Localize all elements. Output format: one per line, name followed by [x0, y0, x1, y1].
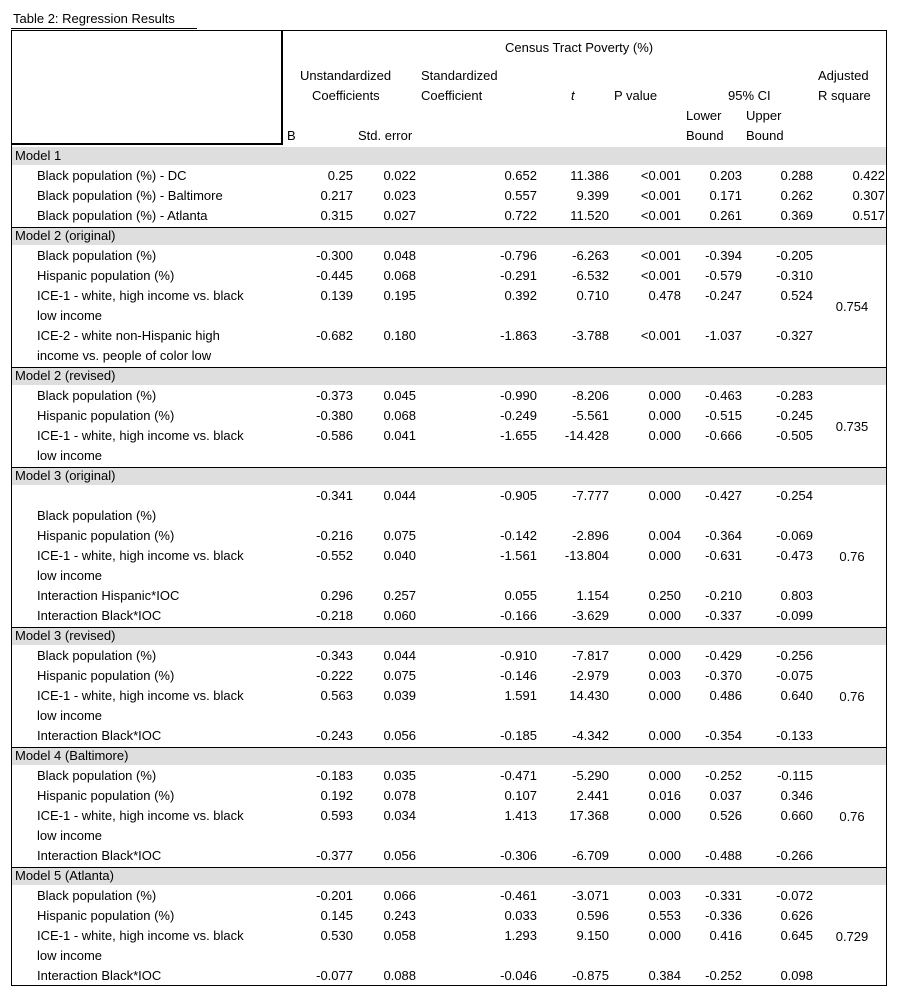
b-cell: 0.139 [320, 288, 353, 303]
b-cell: 0.25 [327, 168, 353, 183]
lower-cell: -0.427 [705, 488, 742, 503]
row-label: low income [37, 568, 103, 583]
p-cell: 0.000 [648, 548, 681, 563]
t-header: t [571, 88, 575, 103]
t-cell: -6.532 [572, 268, 609, 283]
r-square-cell: 0.517 [852, 208, 885, 223]
lower-cell: -0.631 [705, 548, 742, 563]
lower-cell: -0.429 [705, 648, 742, 663]
row-label: Interaction Hispanic*IOC [37, 588, 180, 603]
row-label: ICE-1 - white, high income vs. black [37, 428, 244, 443]
beta-cell: -0.185 [500, 728, 537, 743]
row-label: low income [37, 948, 103, 963]
t-cell: -2.979 [572, 668, 609, 683]
p-cell: 0.000 [648, 728, 681, 743]
upper-cell: 0.660 [780, 808, 813, 823]
upper-cell: 0.288 [780, 168, 813, 183]
upper-cell: 0.640 [780, 688, 813, 703]
se-cell: 0.060 [383, 608, 416, 623]
upper-cell: 0.803 [780, 588, 813, 603]
p-cell: <0.001 [640, 208, 681, 223]
r-square-cell: 0.307 [852, 188, 885, 203]
lower-header: Lower [686, 108, 722, 123]
b-cell: 0.315 [320, 208, 353, 223]
t-cell: -3.071 [572, 888, 609, 903]
p-cell: 0.000 [648, 768, 681, 783]
p-cell: <0.001 [640, 328, 681, 343]
b-cell: -0.222 [316, 668, 353, 683]
p-cell: 0.000 [648, 608, 681, 623]
upper-cell: -0.099 [776, 608, 813, 623]
se-cell: 0.040 [383, 548, 416, 563]
p-cell: 0.000 [648, 428, 681, 443]
se-cell: 0.023 [383, 188, 416, 203]
b-cell: -0.343 [316, 648, 353, 663]
lower-cell: 0.203 [709, 168, 742, 183]
p-cell: 0.000 [648, 688, 681, 703]
model-divider [12, 227, 886, 228]
se-cell: 0.058 [383, 928, 416, 943]
upper-cell: 0.369 [780, 208, 813, 223]
beta-cell: -0.046 [500, 968, 537, 983]
p-cell: 0.000 [648, 488, 681, 503]
model-band [12, 747, 886, 765]
p-cell: 0.000 [648, 848, 681, 863]
p-cell: 0.000 [648, 408, 681, 423]
row-label: Interaction Black*IOC [37, 848, 162, 863]
upper-cell: -0.473 [776, 548, 813, 563]
se-cell: 0.068 [383, 408, 416, 423]
model-band [12, 147, 886, 165]
beta-cell: 0.652 [504, 168, 537, 183]
t-cell: 0.710 [576, 288, 609, 303]
unstandardized-header: Unstandardized [300, 68, 392, 83]
se-cell: 0.039 [383, 688, 416, 703]
p-cell: 0.004 [648, 528, 681, 543]
b-cell: -0.373 [316, 388, 353, 403]
beta-cell: 0.392 [504, 288, 537, 303]
p-cell: 0.000 [648, 928, 681, 943]
b-cell: -0.077 [316, 968, 353, 983]
b-cell: -0.216 [316, 528, 353, 543]
row-label: Hispanic population (%) [37, 408, 175, 423]
b-header: B [287, 128, 296, 143]
row-label: low income [37, 308, 103, 323]
table-caption: Table 2: Regression Results [13, 11, 175, 26]
se-cell: 0.056 [383, 848, 416, 863]
lower-cell: -0.666 [705, 428, 742, 443]
upper-cell: 0.524 [780, 288, 813, 303]
b-cell: -0.552 [316, 548, 353, 563]
lower-cell: -0.337 [705, 608, 742, 623]
row-label: ICE-1 - white, high income vs. black [37, 928, 244, 943]
upper-cell: -0.115 [777, 768, 813, 783]
model-title: Model 3 (revised) [15, 628, 116, 643]
lower-cell: 0.037 [709, 788, 742, 803]
ci-header: 95% CI [728, 88, 771, 103]
lower-bound-header: Bound [686, 128, 724, 143]
se-cell: 0.075 [383, 668, 416, 683]
row-label: Hispanic population (%) [37, 528, 175, 543]
upper-cell: -0.266 [776, 848, 813, 863]
se-cell: 0.075 [383, 528, 416, 543]
model-title: Model 5 (Atlanta) [15, 868, 114, 883]
row-label: Interaction Black*IOC [37, 608, 162, 623]
t-cell: -6.709 [572, 848, 609, 863]
upper-cell: 0.262 [780, 188, 813, 203]
row-label: Interaction Black*IOC [37, 728, 162, 743]
p-cell: <0.001 [640, 168, 681, 183]
regression-table [11, 30, 887, 986]
standardized-header: Standardized [421, 68, 498, 83]
t-cell: -2.896 [572, 528, 609, 543]
beta-cell: -0.306 [500, 848, 537, 863]
model-r-square: 0.76 [839, 549, 865, 564]
p-cell: 0.478 [648, 288, 681, 303]
se-cell: 0.088 [383, 968, 416, 983]
b-cell: -0.300 [316, 248, 353, 263]
b-cell: -0.586 [316, 428, 353, 443]
beta-cell: -1.863 [500, 328, 537, 343]
p-cell: 0.384 [648, 968, 681, 983]
p-cell: 0.016 [648, 788, 681, 803]
p-cell: 0.250 [648, 588, 681, 603]
row-label: Black population (%) - DC [37, 168, 187, 183]
t-cell: 9.150 [576, 928, 609, 943]
p-cell: 0.003 [648, 668, 681, 683]
row-label: Black population (%) [37, 648, 157, 663]
beta-cell: -1.655 [500, 428, 537, 443]
se-cell: 0.078 [383, 788, 416, 803]
beta-cell: -0.146 [500, 668, 537, 683]
beta-cell: 0.557 [504, 188, 537, 203]
model-title: Model 2 (revised) [15, 368, 116, 383]
lower-cell: 0.171 [709, 188, 742, 203]
lower-cell: -0.252 [705, 968, 742, 983]
coefficients-header: Coefficients [312, 88, 380, 103]
b-cell: 0.563 [320, 688, 353, 703]
t-cell: -0.875 [572, 968, 609, 983]
p-cell: 0.000 [648, 388, 681, 403]
se-cell: 0.257 [383, 588, 416, 603]
lower-cell: -1.037 [705, 328, 742, 343]
se-cell: 0.056 [383, 728, 416, 743]
lower-cell: 0.486 [709, 688, 742, 703]
t-cell: -6.263 [572, 248, 609, 263]
beta-cell: -0.461 [500, 888, 537, 903]
std-error-header: Std. error [358, 128, 413, 143]
b-cell: -0.682 [316, 328, 353, 343]
model-band [12, 227, 886, 245]
upper-cell: -0.069 [776, 528, 813, 543]
row-label: ICE-1 - white, high income vs. black [37, 688, 244, 703]
upper-cell: -0.072 [776, 888, 813, 903]
row-label: low income [37, 448, 103, 463]
se-cell: 0.035 [383, 768, 416, 783]
upper-header: Upper [746, 108, 782, 123]
header-stub-box [11, 30, 283, 145]
t-cell: 1.154 [576, 588, 609, 603]
lower-cell: -0.394 [705, 248, 742, 263]
t-cell: -3.629 [572, 608, 609, 623]
row-label: Black population (%) - Baltimore [37, 188, 223, 203]
se-cell: 0.022 [383, 168, 416, 183]
lower-cell: -0.463 [705, 388, 742, 403]
b-cell: -0.380 [316, 408, 353, 423]
beta-cell: -1.561 [500, 548, 537, 563]
row-label: Black population (%) [37, 388, 157, 403]
beta-cell: 0.033 [504, 908, 537, 923]
beta-cell: 1.591 [504, 688, 537, 703]
lower-cell: -0.364 [705, 528, 742, 543]
row-label: Black population (%) - Atlanta [37, 208, 208, 223]
upper-cell: 0.098 [780, 968, 813, 983]
upper-cell: -0.254 [776, 488, 813, 503]
beta-cell: -0.910 [500, 648, 537, 663]
beta-cell: -0.471 [500, 768, 537, 783]
p-cell: <0.001 [640, 268, 681, 283]
caption-underline [11, 28, 197, 29]
row-label: ICE-1 - white, high income vs. black [37, 548, 244, 563]
model-r-square: 0.76 [839, 689, 865, 704]
model-title: Model 3 (original) [15, 468, 116, 483]
b-cell: 0.192 [320, 788, 353, 803]
row-label: income vs. people of color low [37, 348, 212, 363]
row-label: Interaction Black*IOC [37, 968, 162, 983]
model-r-square: 0.735 [835, 419, 869, 434]
row-label: Hispanic population (%) [37, 268, 175, 283]
coefficient-header: Coefficient [421, 88, 483, 103]
b-cell: -0.243 [316, 728, 353, 743]
model-divider [12, 867, 886, 868]
model-r-square: 0.754 [835, 299, 869, 314]
lower-cell: 0.526 [709, 808, 742, 823]
beta-cell: -0.166 [500, 608, 537, 623]
b-cell: -0.201 [316, 888, 353, 903]
b-cell: 0.145 [320, 908, 353, 923]
row-label: Black population (%) [37, 508, 157, 523]
t-cell: 17.368 [569, 808, 609, 823]
t-cell: -13.804 [564, 548, 609, 563]
se-cell: 0.243 [383, 908, 416, 923]
row-label: Hispanic population (%) [37, 908, 175, 923]
upper-cell: 0.626 [780, 908, 813, 923]
beta-cell: -0.249 [500, 408, 537, 423]
se-cell: 0.195 [383, 288, 416, 303]
t-cell: -5.561 [572, 408, 609, 423]
b-cell: -0.183 [316, 768, 353, 783]
model-title: Model 2 (original) [15, 228, 116, 243]
beta-cell: -0.905 [500, 488, 537, 503]
t-cell: 11.386 [570, 168, 609, 183]
upper-cell: -0.505 [776, 428, 813, 443]
t-cell: -4.342 [572, 728, 609, 743]
lower-cell: -0.247 [705, 288, 742, 303]
model-band [12, 867, 886, 885]
t-cell: -3.788 [572, 328, 609, 343]
lower-cell: -0.336 [705, 908, 742, 923]
row-label: low income [37, 708, 103, 723]
se-cell: 0.034 [383, 808, 416, 823]
p-cell: 0.000 [648, 808, 681, 823]
se-cell: 0.048 [383, 248, 416, 263]
t-cell: -7.777 [572, 488, 609, 503]
lower-cell: -0.579 [705, 268, 742, 283]
model-divider [12, 467, 886, 468]
lower-cell: -0.210 [705, 588, 742, 603]
upper-cell: -0.075 [776, 668, 813, 683]
se-cell: 0.044 [383, 488, 416, 503]
b-cell: 0.530 [320, 928, 353, 943]
row-label: ICE-1 - white, high income vs. black [37, 288, 244, 303]
beta-cell: 1.293 [504, 928, 537, 943]
r-square-header: R square [818, 88, 871, 103]
upper-cell: 0.645 [780, 928, 813, 943]
lower-cell: -0.354 [705, 728, 742, 743]
row-label: ICE-1 - white, high income vs. black [37, 808, 244, 823]
lower-cell: -0.331 [705, 888, 742, 903]
lower-cell: 0.416 [709, 928, 742, 943]
upper-cell: -0.205 [776, 248, 813, 263]
upper-cell: 0.346 [780, 788, 813, 803]
t-cell: 14.430 [569, 688, 609, 703]
b-cell: 0.296 [320, 588, 353, 603]
row-label: low income [37, 828, 103, 843]
model-divider [12, 367, 886, 368]
se-cell: 0.041 [383, 428, 416, 443]
se-cell: 0.027 [383, 208, 416, 223]
row-label: Hispanic population (%) [37, 668, 175, 683]
t-cell: -14.428 [564, 428, 609, 443]
b-cell: 0.593 [320, 808, 353, 823]
p-cell: 0.553 [648, 908, 681, 923]
se-cell: 0.066 [383, 888, 416, 903]
b-cell: -0.445 [316, 268, 353, 283]
p-cell: 0.003 [648, 888, 681, 903]
p-cell: <0.001 [640, 188, 681, 203]
upper-cell: -0.245 [776, 408, 813, 423]
se-cell: 0.045 [383, 388, 416, 403]
t-cell: 2.441 [576, 788, 609, 803]
beta-cell: -0.142 [500, 528, 537, 543]
b-cell: 0.217 [320, 188, 353, 203]
se-cell: 0.180 [383, 328, 416, 343]
model-band [12, 367, 886, 385]
model-r-square: 0.76 [839, 809, 865, 824]
t-cell: 9.399 [576, 188, 609, 203]
model-band [12, 467, 886, 485]
t-cell: 11.520 [570, 208, 609, 223]
t-cell: -5.290 [572, 768, 609, 783]
beta-cell: 0.055 [504, 588, 537, 603]
model-title: Model 1 [15, 148, 62, 163]
upper-cell: -0.327 [776, 328, 813, 343]
model-divider [12, 747, 886, 748]
r-square-cell: 0.422 [852, 168, 885, 183]
b-cell: -0.341 [316, 488, 353, 503]
b-cell: -0.218 [316, 608, 353, 623]
lower-cell: -0.252 [705, 768, 742, 783]
upper-cell: -0.256 [776, 648, 813, 663]
beta-cell: -0.291 [500, 268, 537, 283]
beta-cell: 1.413 [504, 808, 537, 823]
model-divider [12, 627, 886, 628]
t-cell: -7.817 [572, 648, 609, 663]
beta-cell: 0.722 [504, 208, 537, 223]
upper-cell: -0.310 [776, 268, 813, 283]
lower-cell: -0.515 [705, 408, 742, 423]
se-cell: 0.044 [383, 648, 416, 663]
p-cell: 0.000 [648, 648, 681, 663]
lower-cell: -0.488 [705, 848, 742, 863]
dependent-variable-header: Census Tract Poverty (%) [505, 40, 654, 55]
row-label: Black population (%) [37, 248, 157, 263]
p-cell: <0.001 [640, 248, 681, 263]
model-r-square: 0.729 [835, 929, 869, 944]
adjusted-header: Adjusted [818, 68, 869, 83]
p-value-header: P value [614, 88, 658, 103]
row-label: Hispanic population (%) [37, 788, 175, 803]
lower-cell: 0.261 [709, 208, 742, 223]
row-label: Black population (%) [37, 768, 157, 783]
t-cell: 0.596 [576, 908, 609, 923]
row-label: Black population (%) [37, 888, 157, 903]
se-cell: 0.068 [383, 268, 416, 283]
beta-cell: -0.990 [500, 388, 537, 403]
t-cell: -8.206 [572, 388, 609, 403]
upper-bound-header: Bound [746, 128, 784, 143]
row-label: ICE-2 - white non-Hispanic high [37, 328, 220, 343]
upper-cell: -0.283 [776, 388, 813, 403]
b-cell: -0.377 [316, 848, 353, 863]
model-band [12, 627, 886, 645]
upper-cell: -0.133 [776, 728, 813, 743]
beta-cell: 0.107 [504, 788, 537, 803]
lower-cell: -0.370 [705, 668, 742, 683]
model-title: Model 4 (Baltimore) [15, 748, 129, 763]
beta-cell: -0.796 [500, 248, 537, 263]
